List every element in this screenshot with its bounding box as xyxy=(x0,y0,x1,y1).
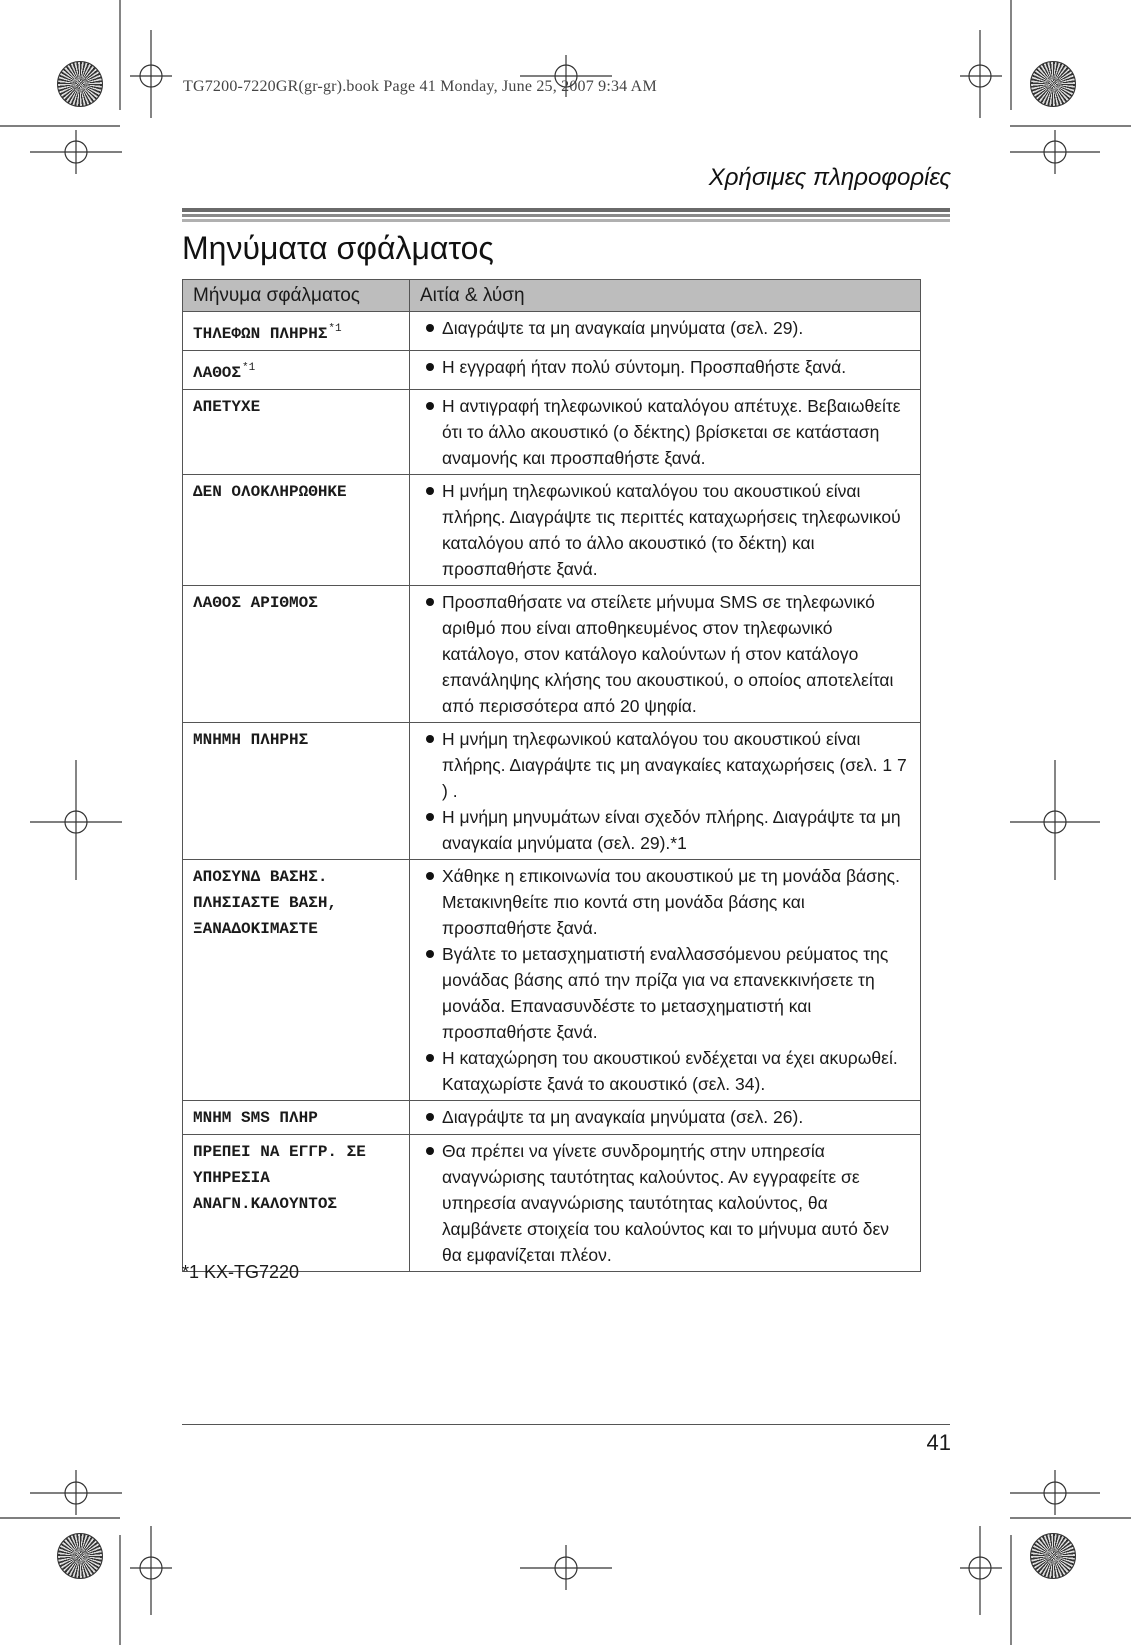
solution-cell xyxy=(410,586,921,723)
table-row xyxy=(183,390,921,475)
table-row xyxy=(183,351,921,390)
solution-item: Η μνήμη μηνυμάτων είναι σχεδόν πλήρης. Διαγράψτε τα μη αναγκαία μηνύματα (σελ. 29).*1 xyxy=(420,804,912,856)
error-message-cell xyxy=(183,586,410,723)
solution-list xyxy=(420,589,912,719)
solution-item: Βγάλτε το μετασχηματιστή εναλλασσόμενου ρεύματος της μονάδας βάσης από την πρίζα για να επανεκκινήσετε τη μονάδα. Επανασυνδέστε το μετασχηματιστή και προσπαθήστε ξανά. xyxy=(420,941,912,1045)
error-messages-table xyxy=(182,279,921,1272)
error-message-text: ΜΝΗΜΗ ΠΛΗΡΗΣ xyxy=(193,731,309,749)
error-message-line xyxy=(193,727,401,753)
registration-mark-icon xyxy=(57,61,103,107)
error-message-text: ΛΑΘΟΣ ΑΡΙΘΜΟΣ xyxy=(193,594,318,612)
error-message-cell xyxy=(183,1101,410,1135)
column-header-cause-solution: Αιτία & λύση xyxy=(410,280,921,312)
print-header: TG7200-7220GR(gr-gr).book Page 41 Monday, June 25, 2007 9:34 AM xyxy=(183,78,657,95)
error-message-line xyxy=(193,864,401,890)
solution-cell xyxy=(410,475,921,586)
table-header-row xyxy=(183,280,921,312)
error-message-cell xyxy=(183,312,410,351)
page-title: Μηνύματα σφάλματος xyxy=(182,230,494,266)
column-header-message: Μήνυμα σφάλματος xyxy=(183,280,410,312)
error-message-line xyxy=(193,355,401,386)
error-message-line xyxy=(193,1165,401,1191)
error-message-line xyxy=(193,590,401,616)
solution-item: Η μνήμη τηλεφωνικού καταλόγου του ακουστικού είναι πλήρης. Διαγράψτε τις μη αναγκαίες καταχωρήσεις (σελ. 1 7 ) . xyxy=(420,726,912,804)
footer-rule xyxy=(182,1424,950,1425)
error-message-text: ΑΝΑΓΝ.ΚΑΛΟΥΝΤΟΣ xyxy=(193,1195,338,1213)
error-message-text: ΛΑΘΟΣ xyxy=(193,364,242,382)
solution-cell xyxy=(410,390,921,475)
solution-item: Η εγγραφή ήταν πολύ σύντομη. Προσπαθήστε ξανά. xyxy=(420,354,912,380)
solution-cell xyxy=(410,723,921,860)
error-message-line xyxy=(193,394,401,420)
error-message-cell xyxy=(183,1135,410,1272)
error-message-line xyxy=(193,479,401,505)
table-row xyxy=(183,586,921,723)
registration-mark-icon xyxy=(57,1533,103,1579)
solution-item: Διαγράψτε τα μη αναγκαία μηνύματα (σελ. 29). xyxy=(420,315,912,341)
error-message-text: ΜΝΗΜ SMS ΠΛΗΡ xyxy=(193,1109,318,1127)
error-message-text: ΤΗΛΕΦΩΝ ΠΛΗΡΗΣ xyxy=(193,325,328,343)
error-message-line xyxy=(193,916,401,942)
error-message-line xyxy=(193,1139,401,1165)
solution-list xyxy=(420,1104,912,1130)
error-message-text: ΥΠΗΡΕΣΙΑ xyxy=(193,1169,270,1187)
solution-item: Η μνήμη τηλεφωνικού καταλόγου του ακουστικού είναι πλήρης. Διαγράψτε τις περιττές καταχωρήσεις τηλεφωνικού καταλόγου από το άλλο ακουστικό (το δέκτη) και προσπαθήστε ξανά. xyxy=(420,478,912,582)
registration-mark-icon xyxy=(1030,1533,1076,1579)
error-message-cell xyxy=(183,475,410,586)
table-row xyxy=(183,1101,921,1135)
solution-item: Διαγράψτε τα μη αναγκαία μηνύματα (σελ. 26). xyxy=(420,1104,912,1130)
solution-item: Η αντιγραφή τηλεφωνικού καταλόγου απέτυχε. Βεβαιωθείτε ότι το άλλο ακουστικό (ο δέκτης) βρίσκεται σε κατάσταση αναμονής και προσπαθήστε ξανά. xyxy=(420,393,912,471)
table-row xyxy=(183,475,921,586)
error-message-cell xyxy=(183,860,410,1101)
error-message-text: ΞΑΝΑΔΟΚΙΜΑΣΤΕ xyxy=(193,920,318,938)
solution-item: Θα πρέπει να γίνετε συνδρομητής στην υπηρεσία αναγνώρισης ταυτότητας καλούντος. Αν εγγραφείτε σε υπηρεσία αναγνώρισης ταυτότητας καλούντος, θα λαμβάνετε στοιχεία του καλούντος και το μήνυμα αυτό δεν θα εμφανίζεται πλέον. xyxy=(420,1138,912,1268)
solution-item: Η καταχώρηση του ακουστικού ενδέχεται να έχει ακυρωθεί. Καταχωρίστε ξανά το ακουστικό (σελ. 34). xyxy=(420,1045,912,1097)
footnote-marker: *1 xyxy=(328,323,342,335)
solution-list xyxy=(420,1138,912,1268)
footnote-marker: *1 xyxy=(242,362,256,374)
solution-item: Χάθηκε η επικοινωνία του ακουστικού με τη μονάδα βάσης. Μετακινηθείτε πιο κοντά στη μονάδα βάσης και προσπαθήστε ξανά. xyxy=(420,863,912,941)
solution-list xyxy=(420,315,912,341)
error-message-line xyxy=(193,316,401,347)
error-message-cell xyxy=(183,351,410,390)
table-row xyxy=(183,860,921,1101)
solution-cell xyxy=(410,1135,921,1272)
error-message-cell xyxy=(183,390,410,475)
solution-list xyxy=(420,863,912,1097)
header-rule xyxy=(182,208,950,222)
footnote: *1 KX-TG7220 xyxy=(182,1262,300,1282)
error-message-text: ΔΕΝ ΟΛΟΚΛΗΡΩΘΗΚΕ xyxy=(193,483,347,501)
solution-list xyxy=(420,726,912,856)
registration-mark-icon xyxy=(1030,61,1076,107)
error-message-line xyxy=(193,1105,401,1131)
error-message-cell xyxy=(183,723,410,860)
solution-list xyxy=(420,478,912,582)
solution-cell xyxy=(410,351,921,390)
error-message-text: ΠΡΕΠΕΙ ΝΑ ΕΓΓΡ. ΣΕ xyxy=(193,1143,366,1161)
error-message-line xyxy=(193,1191,401,1217)
error-message-text: ΠΛΗΣΙΑΣΤΕ ΒΑΣΗ, xyxy=(193,894,338,912)
error-message-text: ΑΠΟΣΥΝΔ ΒΑΣΗΣ. xyxy=(193,868,328,886)
solution-list xyxy=(420,393,912,471)
error-message-text: ΑΠΕΤΥΧΕ xyxy=(193,398,261,416)
solution-cell xyxy=(410,312,921,351)
solution-cell xyxy=(410,1101,921,1135)
table-row xyxy=(183,312,921,351)
table-row xyxy=(183,723,921,860)
solution-cell xyxy=(410,860,921,1101)
section-title: Χρήσιμες πληροφορίες xyxy=(708,164,951,191)
page-number: 41 xyxy=(926,1430,951,1455)
error-message-line xyxy=(193,890,401,916)
table-row xyxy=(183,1135,921,1272)
solution-list xyxy=(420,354,912,380)
solution-item: Προσπαθήσατε να στείλετε μήνυμα SMS σε τηλεφωνικό αριθμό που είναι αποθηκευμένος στον τηλεφωνικό κατάλογο, στον κατάλογο καλούντων ή στον κατάλογο επανάληψης κλήσης του ακουστικού, ο οποίος αποτελείται από περισσότερα από 20 ψηφία. xyxy=(420,589,912,719)
